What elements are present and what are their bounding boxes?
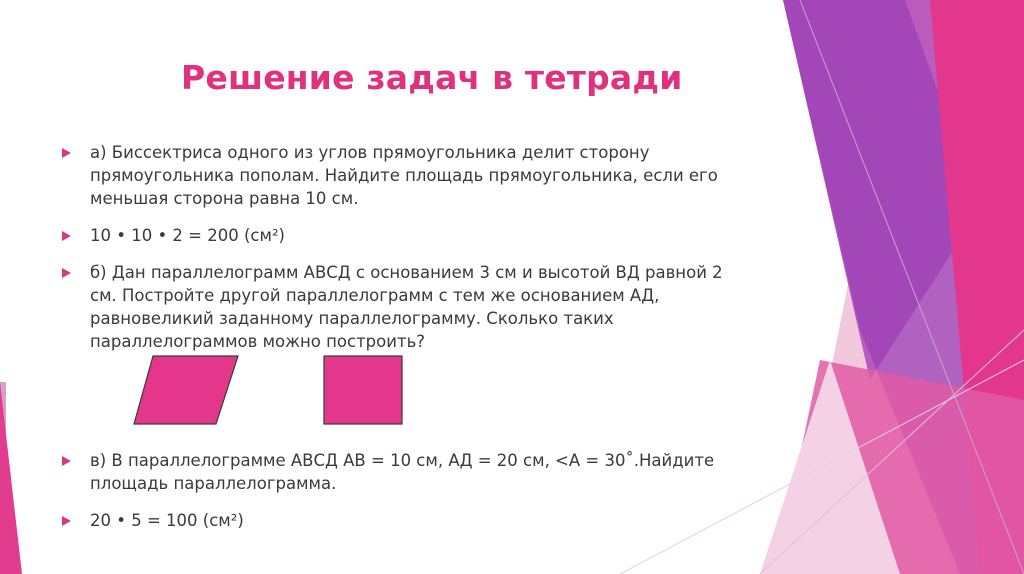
- figures-svg: [128, 352, 428, 430]
- bullet-item: [62, 261, 752, 353]
- bullet-text: 20 • 5 = 100 (см²): [90, 511, 244, 530]
- triangle-bullet-icon: [62, 231, 71, 241]
- bullet-text: б) Дан параллелограмм АВСД с основанием 3 см и высотой ВД равной 2 см. Постройте другой параллелограмм с тем же основанием АД, равновеликий заданному параллелограмму. Сколько таких параллелограммов можно построить?: [90, 263, 723, 351]
- bullet-text: 10 • 10 • 2 = 200 (см²): [90, 226, 285, 245]
- bullet-item: [62, 509, 752, 532]
- triangle-bullet-icon: [62, 516, 71, 526]
- bullet-item: [62, 449, 752, 495]
- triangle-bullet-icon: [62, 268, 71, 278]
- bullet-item: [62, 224, 752, 247]
- bullet-text: а) Биссектриса одного из углов прямоугольника делит сторону прямоугольника пополам. Найдите площадь прямоугольника, если его меньшая сторона равна 10 см.: [90, 143, 718, 208]
- square-shape: [324, 356, 402, 424]
- figures: [128, 352, 428, 430]
- parallelogram-shape: [134, 356, 238, 424]
- triangle-bullet-icon: [62, 148, 71, 158]
- bullet-text: в) В параллелограмме АВСД АВ = 10 см, АД = 20 см, <А = 30˚.Найдите площадь параллелограмма.: [90, 451, 715, 493]
- bullet-list: [62, 141, 752, 532]
- bullet-item: [62, 141, 752, 210]
- page-title: Решение задач в тетради: [181, 58, 683, 97]
- triangle-bullet-icon: [62, 456, 71, 466]
